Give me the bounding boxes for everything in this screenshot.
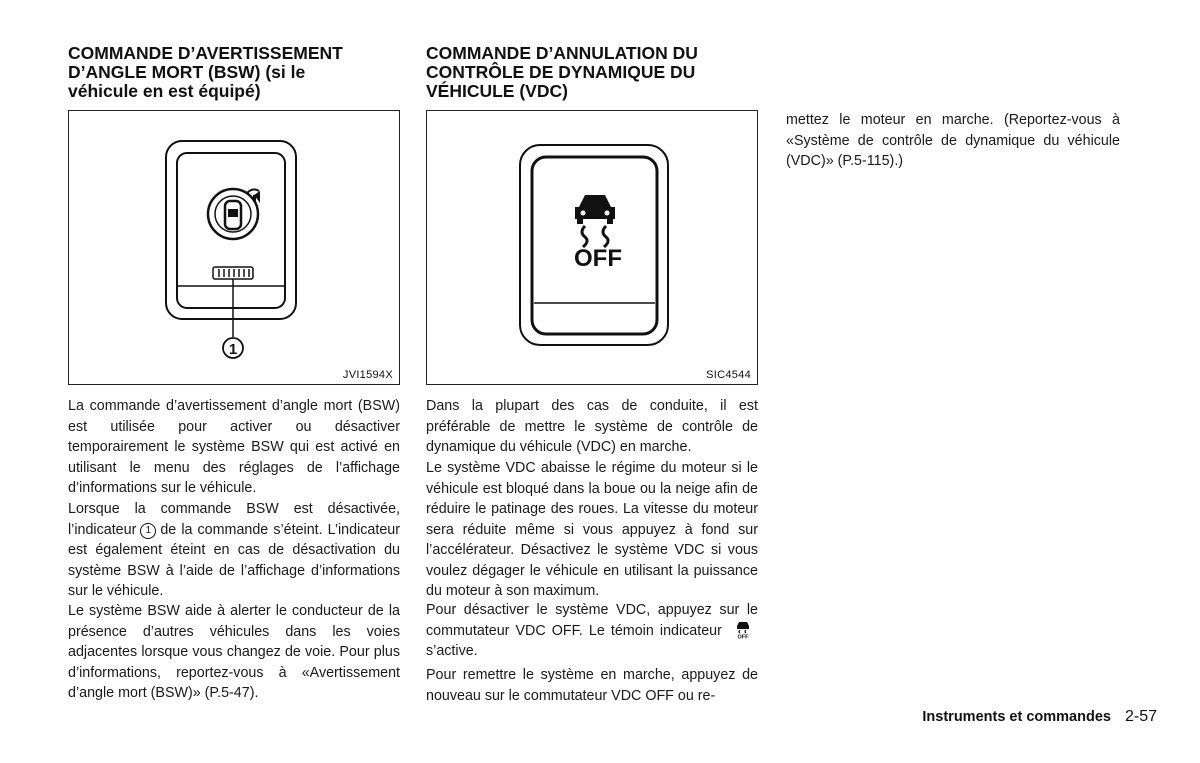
bsw-paragraph-1: La commande d’avertissement d’angle mort (BSW) est utilisée pour activer ou désactiver temporairement le système BSW qui est activé en utilisant le menu des réglages de l’affichage d’informations sur le véhicule. <box>68 398 400 496</box>
vdc-off-indicator-icon <box>734 621 752 639</box>
bsw-indicator-icon <box>208 189 260 239</box>
figure-code: SIC4544 <box>706 369 751 381</box>
bsw-paragraph-3: Le système BSW aide à alerter le conducteur de la présence d’autres véhicules dans les voies adjacentes lorsque vous changez de voie. Pour plus d’informations, reportez-vous à «Avertissement d’angle mort (BSW)» (P.5-47). <box>68 603 400 701</box>
section-name: Instruments et commandes <box>922 709 1111 725</box>
callout-1: 1 <box>228 341 238 358</box>
svg-text:OFF: OFF <box>737 634 749 639</box>
vdc-heading: COMMANDE D’ANNULATION DU CONTRÔLE DE DYNAMIQUE DU VÉHICULE (VDC) <box>426 43 698 101</box>
callout-ref-1: 1 <box>140 523 156 539</box>
page-footer <box>922 708 1157 726</box>
vdc-paragraph-5: mettez le moteur en marche. (Reportez-vous à «Système de contrôle de dynamique du véhicule (VDC)» (P.5-115).) <box>786 112 1120 169</box>
bsw-switch-figure <box>68 110 400 385</box>
vdc-switch-figure <box>426 110 758 385</box>
bsw-indicator-light <box>213 267 253 279</box>
vdc-car-icon <box>575 195 615 247</box>
off-label: OFF <box>574 245 622 272</box>
vdc-paragraph-3: Pour désactiver le système VDC, appuyez sur le commutateur VDC OFF. Le témoin indicateur OFF s’active. <box>426 602 758 659</box>
figure-code: JVI1594X <box>342 369 393 381</box>
vdc-paragraph-4: Pour remettre le système en marche, appuyez de nouveau sur le commutateur VDC OFF ou re- <box>426 667 758 704</box>
page-number: 2-57 <box>1124 708 1157 725</box>
bsw-switch-illustration <box>69 111 399 384</box>
vdc-switch-illustration <box>427 111 757 384</box>
vdc-paragraph-1: Dans la plupart des cas de conduite, il est préférable de mettre le système de contrôle de dynamique du véhicule (VDC) en marche. <box>426 398 758 455</box>
vdc-paragraph-2: Le système VDC abaisse le régime du moteur si le véhicule est bloqué dans la boue ou la neige afin de réduire le patinage des roues. La vitesse du moteur sera réduite même si vous appuyez à fond sur l’accélérateur. Désactivez le système VDC si vous voulez dégager le véhicule en utilisant la puissance du moteur à son maximum. <box>426 460 758 599</box>
bsw-heading: COMMANDE D’AVERTISSEMENT D’ANGLE MORT (BSW) (si le véhicule en est équipé) <box>68 43 343 101</box>
bsw-paragraph-2: Lorsque la commande BSW est désactivée, l’indicateur 1 de la commande s’éteint. L’indicateur est également éteint en cas de désactivation du système BSW à l’aide de l’affichage d’informations sur le véhicule. <box>68 501 400 599</box>
